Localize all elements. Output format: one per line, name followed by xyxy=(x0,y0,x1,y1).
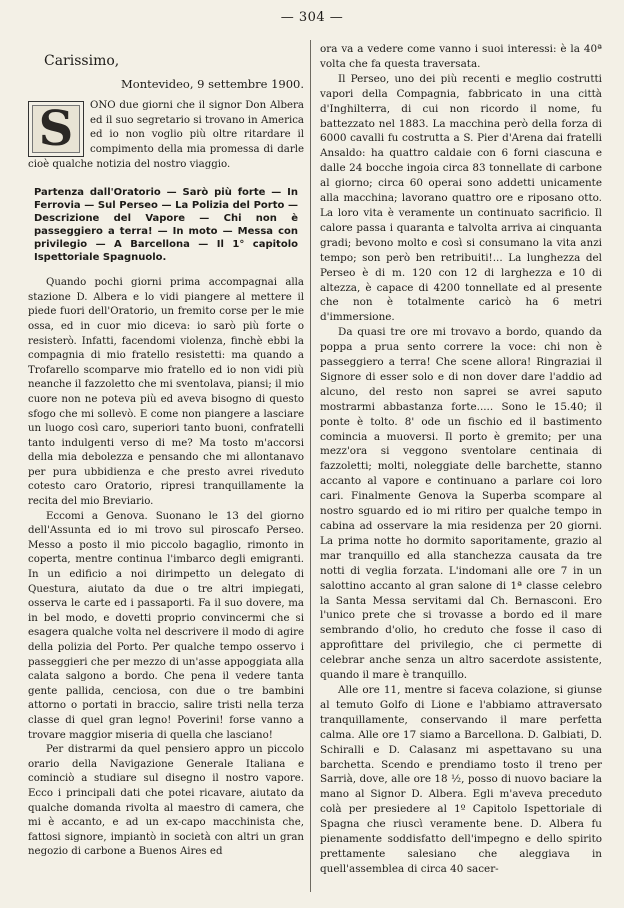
paragraph: Eccomi a Genova. Suonano le 13 del giorno dell'Assunta ed io mi trovo sul piroscafo Perseo. Messo a posto il mio piccolo bagaglio, rimonto in coperta, mentre continua l'imbarco degli emigranti. In un edificio a noi dirimpetto un delegato di Questura, aiutato da due o tre altri impiegati, osserva le carte ed i passaporti. Fa il suo dovere, ma in bel modo, e dovetti proprio convincermi che si esagera qualche volta nel descrivere il modo di agire della polizia del Porto. Per qualche tempo osservo i passeggieri che per mezzo di un'asse appoggiata alla calata salgono a bordo. Che pena il vedere tanta gente pallida, cenciosa, con due o tre bambini attorno o portati in braccio, salire tristi nella terza classe di quel gran legno! Poverini! forse vanno a trovare maggior miseria di quella che lasciano! xyxy=(28,510,304,741)
column-divider xyxy=(310,40,311,892)
paragraph: Quando pochi giorni prima accompagnai alla stazione D. Albera e lo vidi piangere al mettere il piede fuori dell'Oratorio, un fremito corse per le mie ossa, ed in cuor mio diceva: io sarò più forte o resisterò. Infatti, facendomi violenza, finchè ebbi la compagnia di mio fratello resistetti: ma quando a Trofarello scomparve mio fratello ed io non vidi più neanche il fazzoletto che mi sventolava, piansi; il mio cuore non ne poteva più ed aveva bisogno di questo sfogo che mi sollevò. E come non piangere a lasciare un luogo così caro, superiori tanto buoni, confratelli tanto indulgenti verso di me? Ma tosto m'accorsi della mia debolezza e pensando che mi allontanavo per pura ubbidienza e che presto avrei riveduto cotesto caro Oratorio, ripresi tranquillamente la recita del mio Breviario. xyxy=(28,277,304,508)
paragraph: Da quasi tre ore mi trovavo a bordo, quando da poppa a prua sento correre la voce: chi non è passeggiero a terra! Che scene allora! Ringraziai il Signore di esser solo e di non dover dare l'addio ad alcuno, del resto non saprei se avrei saputo mostrarmi abbastanza forte..... Sono le 15.40; il ponte è tolto. 8' ode un fischio ed il bastimento comincia a muoversi. Il porto è gremito; per una mezz'ora si veggono sventolare centinaia di fazzoletti; molti, noleggiate delle barchette, stanno accanto al vapore e continuano a parlare coi loro cari. Finalmente Genova la Superba scompare al nostro sguardo ed io mi ritiro per qualche tempo in cabina ad osservare la mia residenza per 20 giorni. La prima notte ho dormito saporitamente, grazio al mar tranquillo ed alla stanchezza causata da tre notti di veglia forzata. L'indomani alle ore 7 in un salottino accanto al gran salone di 1ª classe celebro la Santa Messa servitami dal Ch. Bernasconi. Ero l'unico prete che si trovasse a bordo ed il mare sembrando d'olio, ho creduto che fosse il caso di approfittare del privilegio, che ci permette di celebrar anche senza un altro sacerdote assistente, quando il mare è tranquillo. xyxy=(320,326,602,682)
opening-text: ONO due giorni che il signor Don Albera ed il suo segretario si trovano in America ed io non voglio più oltre ritardare il compimento della mia promessa di darle cioè qualche notizia del nostro viaggio. xyxy=(28,100,304,170)
paragraph: Il Perseo, uno dei più recenti e meglio costrutti vapori della Compagnia, fabbricato in una città d'Inghilterra, di cui non ricordo il nome, fu battezzato nel 1883. La macchina però della forza di 6000 cavalli fu costrutta a S. Pier d'Arena dai fratelli Ansaldo: ha quattro caldaie con 6 forni ciascuna e dalle 24 bocche ingoia circa 83 tonnellate di carbone al giorno; circa 60 operai sono addetti unicamente alla macchina; lavorano quattro ore e riposano otto. La loro vita è veramente un continuato sacrificio. Il calore passa i quaranta e talvolta arriva ai cinquanta gradi; bevono molto e così si consumano la vita anzi tempo; son però ben retribuiti!... La lunghezza del Perseo è di m. 120 con 12 di larghezza e 10 di altezza, è capace di 4200 tonnellate ed al presente che non è totalmente caricò ha 6 metri d'immersione. xyxy=(320,72,602,324)
salutation: Carissimo, xyxy=(44,53,120,69)
chapter-summary: Partenza dall'Oratorio — Sarò più forte — In Ferrovia — Sul Perseo — La Polizia del Porto — Descrizione del Vapore — Chi non è passeggiero a terra! — In moto — Messa con privilegio — A Barcellona — Il 1° capitolo Ispettoriale Spagnuolo. xyxy=(34,187,298,264)
left-column xyxy=(28,42,304,860)
paragraph: Per distrarmi da quel pensiero appro un piccolo orario della Navigazione Generale Italiana e cominciò a studiare sul disegno il nostro vapore. Ecco i principali dati che potei ricavare, aiutato da qualche domanda rivolta al maestro di camera, che mi è accanto, e ad un ex-capo macchinista che, fattosi signore, impiantò in società con altri un gran negozio di carbone a Buenos Aires ed xyxy=(28,744,304,858)
opening-paragraph xyxy=(28,99,304,172)
right-column xyxy=(320,42,602,877)
drop-cap: S xyxy=(28,101,84,157)
paragraph: Alle ore 11, mentre si faceva colazione, si giunse al temuto Golfo di Lione e l'abbiamo attraversato tranquillamente, conservando il mare perfetta calma. Alle ore 17 siamo a Barcellona. D. Galbiati, D. Schiralli e D. Calasanz mi aspettavano su una barchetta. Scendo e prendiamo tosto il treno per Sarrià, dove, alle ore 18 ½, posso di nuovo baciare la mano al Signor D. Albera. Egli m'aveva preceduto colà per presiedere al 1º Capitolo Ispettoriale di Spagna che riuscì veramente bene. D. Albera fu pienamente soddisfatto dell'impegno e dello spirito prettamente salesiano che aleggiava in quell'assemblea di circa 40 sacer- xyxy=(320,683,602,875)
dateline: Montevideo, 9 settembre 1900. xyxy=(121,76,304,91)
page-number: — 304 — xyxy=(280,10,344,25)
paragraph: ora va a vedere come vanno i suoi interessi: è la 40ª volta che fa questa traversata. xyxy=(320,43,602,70)
